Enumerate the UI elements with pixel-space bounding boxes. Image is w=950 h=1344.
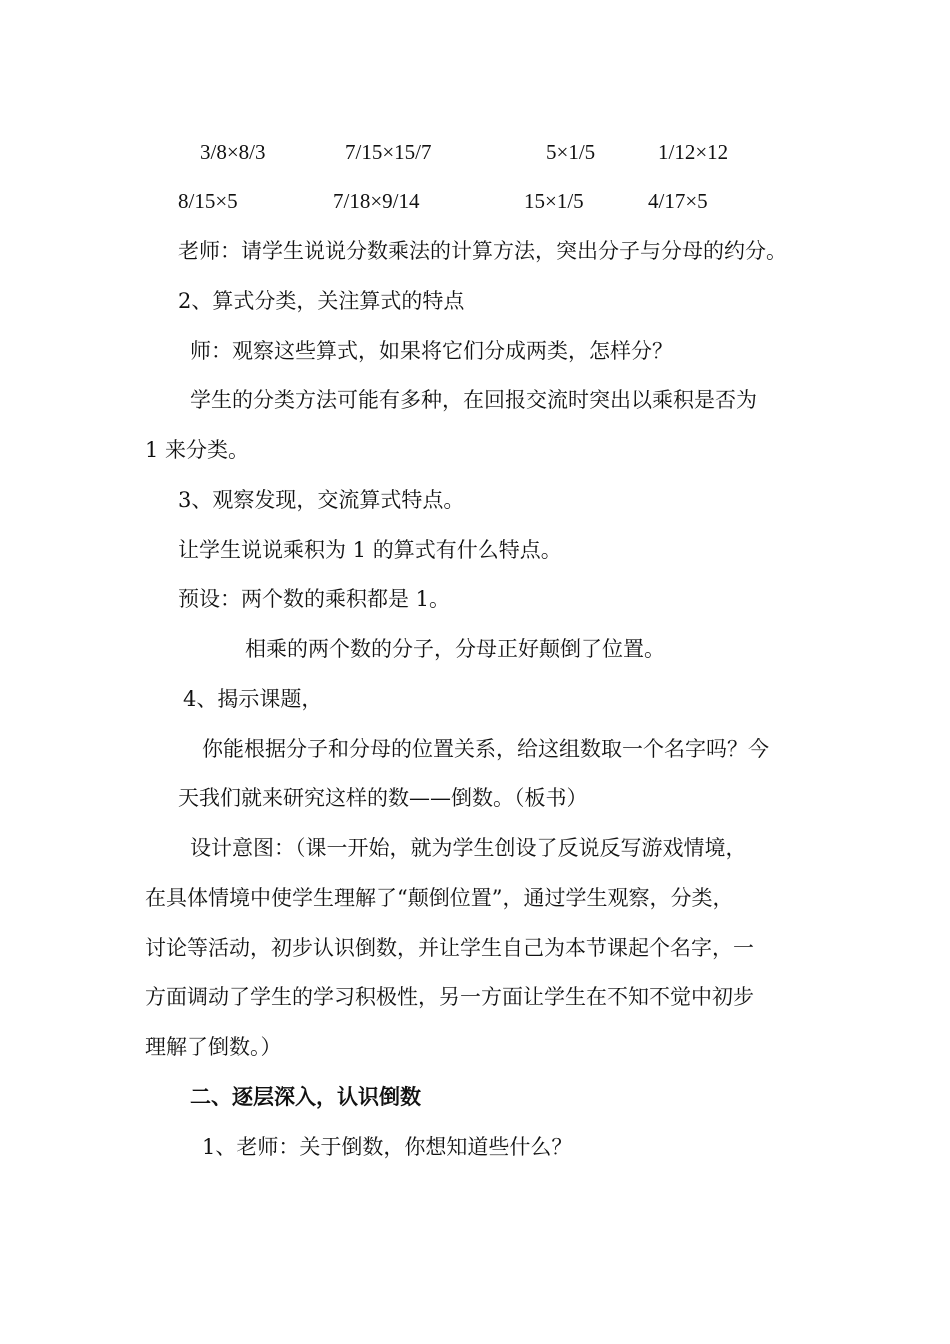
- expression: 8/15×5: [178, 189, 238, 213]
- paragraph: 理解了倒数。）: [145, 1035, 282, 1059]
- paragraph: 天我们就来研究这样的数——倒数。（板书）: [178, 786, 588, 810]
- expression: 7/18×9/14: [333, 189, 420, 213]
- paragraph: 你能根据分子和分母的位置关系，给这组数取一个名字吗？今: [202, 737, 769, 761]
- paragraph: 2、算式分类，关注算式的特点: [178, 289, 465, 313]
- expression: 1/12×12: [658, 140, 729, 164]
- paragraph: 1 来分类。: [145, 438, 250, 462]
- paragraph: 预设：两个数的乘积都是 1。: [178, 587, 451, 611]
- paragraph: 在具体情境中使学生理解了“颠倒位置”，通过学生观察，分类，: [145, 886, 734, 910]
- paragraph: 师：观察这些算式，如果将它们分成两类，怎样分？: [190, 339, 673, 363]
- paragraph: 相乘的两个数的分子，分母正好颠倒了位置。: [245, 637, 665, 661]
- paragraph: 讨论等活动，初步认识倒数，并让学生自己为本节课起个名字，一: [145, 936, 754, 960]
- paragraph: 老师：请学生说说分数乘法的计算方法，突出分子与分母的约分。: [178, 239, 787, 263]
- paragraph: 学生的分类方法可能有多种，在回报交流时突出以乘积是否为: [190, 388, 757, 412]
- paragraph: 1、老师：关于倒数，你想知道些什么？: [202, 1135, 573, 1159]
- expression: 4/17×5: [648, 189, 708, 213]
- expression: 7/15×15/7: [345, 140, 432, 164]
- section-heading: 二、逐层深入，认识倒数: [190, 1084, 421, 1109]
- paragraph: 让学生说说乘积为 1 的算式有什么特点。: [178, 538, 562, 562]
- expression: 15×1/5: [524, 189, 584, 213]
- paragraph: 3、观察发现，交流算式特点。: [178, 488, 465, 512]
- paragraph: 方面调动了学生的学习积极性，另一方面让学生在不知不觉中初步: [145, 985, 754, 1009]
- section-heading: 4、揭示课题，: [183, 687, 323, 711]
- expression: 3/8×8/3: [200, 140, 266, 164]
- paragraph: 设计意图：（课一开始，就为学生创设了反说反写游戏情境，: [190, 836, 747, 860]
- expression: 5×1/5: [546, 140, 596, 164]
